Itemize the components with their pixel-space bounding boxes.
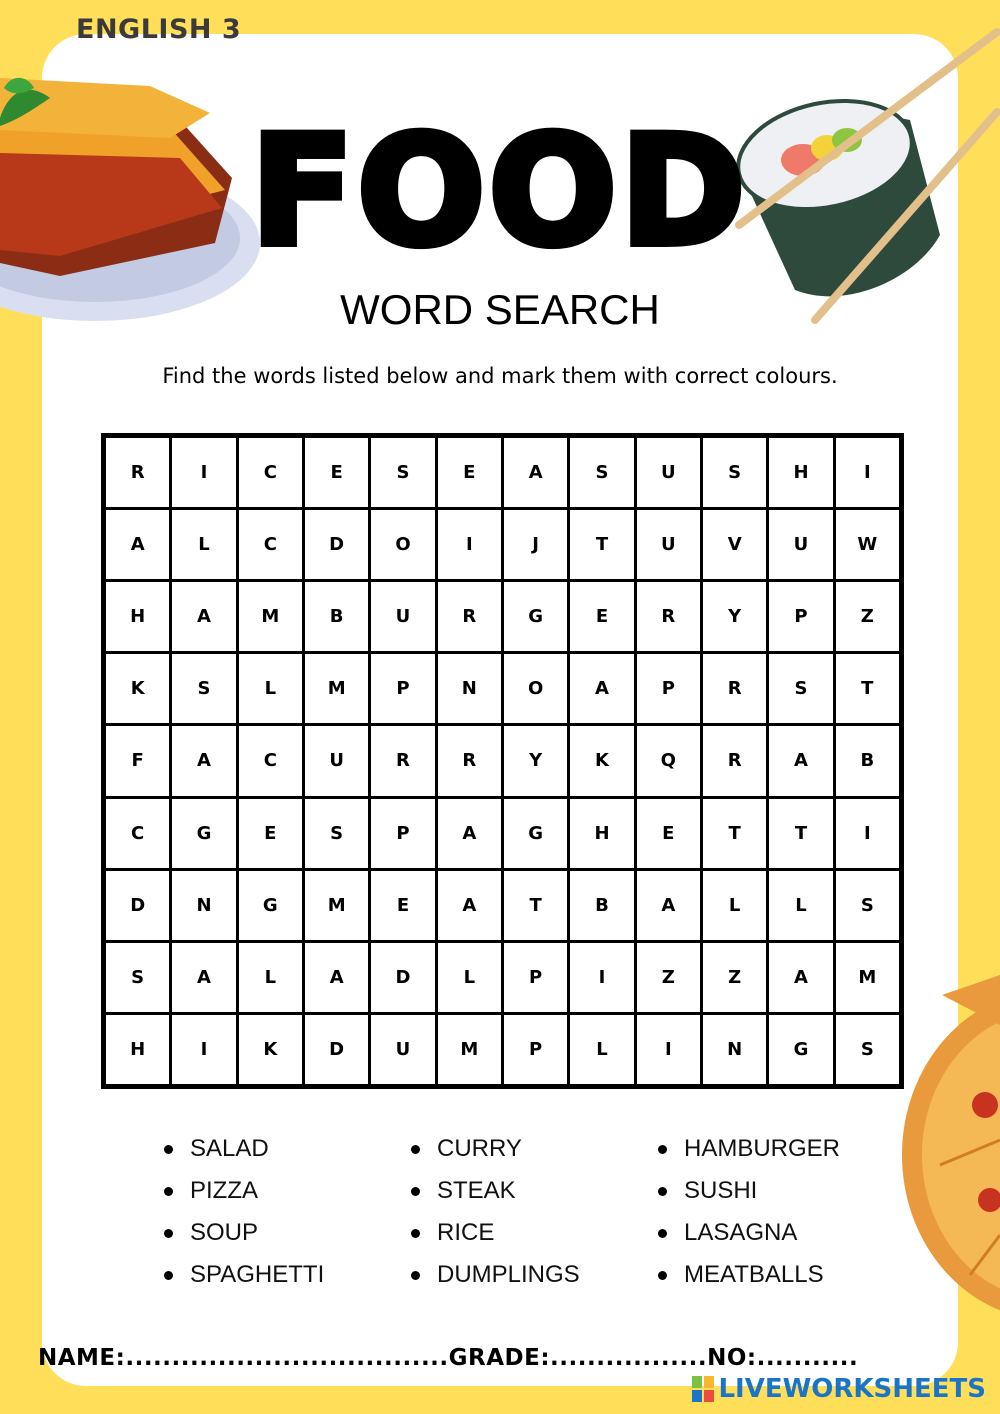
grid-cell[interactable]: E xyxy=(239,799,302,868)
grid-cell[interactable]: A xyxy=(504,438,567,507)
grid-cell[interactable]: P xyxy=(637,654,700,723)
grid-cell[interactable]: P xyxy=(504,943,567,1012)
grid-cell[interactable]: L xyxy=(703,871,766,940)
word-list-item: CURRY xyxy=(407,1128,580,1170)
grid-cell[interactable]: A xyxy=(106,510,169,579)
grid-cell[interactable]: K xyxy=(239,1015,302,1084)
word-list-item: PIZZA xyxy=(160,1170,324,1212)
grid-cell[interactable]: G xyxy=(239,871,302,940)
grid-cell[interactable]: U xyxy=(371,1015,434,1084)
grid-cell[interactable]: C xyxy=(239,510,302,579)
grid-cell[interactable]: T xyxy=(504,871,567,940)
grid-cell[interactable]: N xyxy=(172,871,235,940)
grid-cell[interactable]: A xyxy=(570,654,633,723)
grid-cell[interactable]: L xyxy=(239,943,302,1012)
grid-cell[interactable]: M xyxy=(305,871,368,940)
grid-cell[interactable]: B xyxy=(570,871,633,940)
grid-cell[interactable]: Z xyxy=(836,582,899,651)
grid-cell[interactable]: Y xyxy=(703,582,766,651)
grid-cell[interactable]: H xyxy=(769,438,832,507)
grid-cell[interactable]: E xyxy=(438,438,501,507)
grid-cell[interactable]: D xyxy=(305,510,368,579)
grid-cell[interactable]: H xyxy=(106,1015,169,1084)
grid-cell[interactable]: D xyxy=(106,871,169,940)
grid-cell[interactable]: M xyxy=(438,1015,501,1084)
word-list-item: SALAD xyxy=(160,1128,324,1170)
grid-cell[interactable]: S xyxy=(836,1015,899,1084)
grid-cell[interactable]: J xyxy=(504,510,567,579)
grid-cell[interactable]: U xyxy=(371,582,434,651)
word-list-item: RICE xyxy=(407,1212,580,1254)
grid-cell[interactable]: U xyxy=(637,510,700,579)
grid-cell[interactable]: I xyxy=(570,943,633,1012)
grid-cell[interactable]: R xyxy=(637,582,700,651)
grid-cell[interactable]: E xyxy=(371,871,434,940)
grid-cell[interactable]: L xyxy=(239,654,302,723)
grid-cell[interactable]: I xyxy=(836,799,899,868)
grid-cell[interactable]: I xyxy=(836,438,899,507)
brand-name: LIVEWORKSHEETS xyxy=(718,1374,986,1404)
word-list-column xyxy=(160,1128,324,1296)
grid-cell[interactable]: A xyxy=(637,871,700,940)
student-info-line[interactable]: NAME:...................................GRADE:.................NO:........... xyxy=(38,1345,859,1371)
grid-cell[interactable]: I xyxy=(637,1015,700,1084)
word-list-item: SPAGHETTI xyxy=(160,1254,324,1296)
grid-cell[interactable]: T xyxy=(836,654,899,723)
grid-cell[interactable]: C xyxy=(239,726,302,795)
grid-cell[interactable]: S xyxy=(836,871,899,940)
grid-cell[interactable]: Z xyxy=(637,943,700,1012)
grid-cell[interactable]: A xyxy=(305,943,368,1012)
grid-cell[interactable]: U xyxy=(637,438,700,507)
grid-cell[interactable]: Y xyxy=(504,726,567,795)
grid-cell[interactable]: E xyxy=(305,438,368,507)
grid-cell[interactable]: U xyxy=(769,510,832,579)
word-list-column xyxy=(654,1128,840,1296)
grid-cell[interactable]: A xyxy=(438,799,501,868)
word-list-item: STEAK xyxy=(407,1170,580,1212)
word-list-column xyxy=(407,1128,580,1296)
grid-cell[interactable]: M xyxy=(239,582,302,651)
word-search-grid[interactable] xyxy=(101,433,904,1089)
grid-cell[interactable]: V xyxy=(703,510,766,579)
grid-cell[interactable]: U xyxy=(305,726,368,795)
grid-cell[interactable]: A xyxy=(172,726,235,795)
grid-cell[interactable]: A xyxy=(172,582,235,651)
grid-cell[interactable]: G xyxy=(769,1015,832,1084)
grid-cell[interactable]: H xyxy=(570,799,633,868)
grid-cell[interactable]: L xyxy=(172,510,235,579)
grid-cell[interactable]: E xyxy=(570,582,633,651)
word-list-item: DUMPLINGS xyxy=(407,1254,580,1296)
grid-cell[interactable]: I xyxy=(172,1015,235,1084)
liveworksheets-logo-icon xyxy=(692,1376,714,1402)
grid-cell[interactable]: L xyxy=(438,943,501,1012)
word-list-item: LASAGNA xyxy=(654,1212,840,1254)
grid-cell[interactable]: N xyxy=(703,1015,766,1084)
grid-cell[interactable]: Z xyxy=(703,943,766,1012)
grid-cell[interactable]: A xyxy=(769,943,832,1012)
liveworksheets-brand xyxy=(692,1374,986,1404)
grid-cell[interactable]: A xyxy=(769,726,832,795)
grid-cell[interactable]: S xyxy=(305,799,368,868)
grid-cell[interactable]: B xyxy=(305,582,368,651)
word-list-item: SOUP xyxy=(160,1212,324,1254)
grid-cell[interactable]: K xyxy=(106,654,169,723)
grid-cell[interactable]: L xyxy=(769,871,832,940)
grid-cell[interactable]: G xyxy=(504,799,567,868)
grid-cell[interactable]: R xyxy=(703,654,766,723)
word-list-item: SUSHI xyxy=(654,1170,840,1212)
grid-cell[interactable]: I xyxy=(438,510,501,579)
pizza-illustration xyxy=(900,955,1000,1320)
grid-cell[interactable]: F xyxy=(106,726,169,795)
grid-cell[interactable]: T xyxy=(703,799,766,868)
grid-cell[interactable]: H xyxy=(106,582,169,651)
grid-cell[interactable]: O xyxy=(504,654,567,723)
grid-cell[interactable]: T xyxy=(769,799,832,868)
grid-cell[interactable]: D xyxy=(305,1015,368,1084)
grid-cell[interactable]: R xyxy=(106,438,169,507)
grid-cell[interactable]: S xyxy=(703,438,766,507)
grid-cell[interactable]: S xyxy=(371,438,434,507)
grid-cell[interactable]: E xyxy=(637,799,700,868)
grid-cell[interactable]: R xyxy=(703,726,766,795)
pepperoni xyxy=(972,1092,998,1118)
grid-cell[interactable]: A xyxy=(172,943,235,1012)
grid-cell[interactable]: B xyxy=(836,726,899,795)
grid-cell[interactable]: Q xyxy=(637,726,700,795)
grid-cell[interactable]: W xyxy=(836,510,899,579)
grid-cell[interactable]: S xyxy=(106,943,169,1012)
word-list xyxy=(160,1128,880,1298)
grid-cell[interactable]: C xyxy=(106,799,169,868)
grid-cell[interactable]: I xyxy=(172,438,235,507)
grid-cell[interactable]: L xyxy=(570,1015,633,1084)
grid-cell[interactable]: K xyxy=(570,726,633,795)
word-list-item: HAMBURGER xyxy=(654,1128,840,1170)
grid-cell[interactable]: N xyxy=(438,654,501,723)
grid-cell[interactable]: G xyxy=(172,799,235,868)
grid-cell[interactable]: S xyxy=(172,654,235,723)
grid-cell[interactable]: P xyxy=(504,1015,567,1084)
grid-cell[interactable]: R xyxy=(371,726,434,795)
grid-cell[interactable]: O xyxy=(371,510,434,579)
word-list-item: MEATBALLS xyxy=(654,1254,840,1296)
grid-cell[interactable]: M xyxy=(305,654,368,723)
grid-cell[interactable]: S xyxy=(769,654,832,723)
grid-cell[interactable]: P xyxy=(371,654,434,723)
grid-cell[interactable]: S xyxy=(570,438,633,507)
grid-cell[interactable]: T xyxy=(570,510,633,579)
grid-cell[interactable]: G xyxy=(504,582,567,651)
page-title: FOOD xyxy=(250,105,749,279)
grid-cell[interactable]: P xyxy=(371,799,434,868)
grid-cell[interactable]: R xyxy=(438,726,501,795)
instructions-text: Find the words listed below and mark them with correct colours. xyxy=(162,364,838,388)
grid-cell[interactable]: P xyxy=(769,582,832,651)
grid-cell[interactable]: A xyxy=(438,871,501,940)
grid-cell[interactable]: D xyxy=(371,943,434,1012)
course-label: ENGLISH 3 xyxy=(76,14,242,45)
grid-cell[interactable]: C xyxy=(239,438,302,507)
grid-cell[interactable]: M xyxy=(836,943,899,1012)
grid-cell[interactable]: R xyxy=(438,582,501,651)
page-subtitle: WORD SEARCH xyxy=(340,286,660,333)
